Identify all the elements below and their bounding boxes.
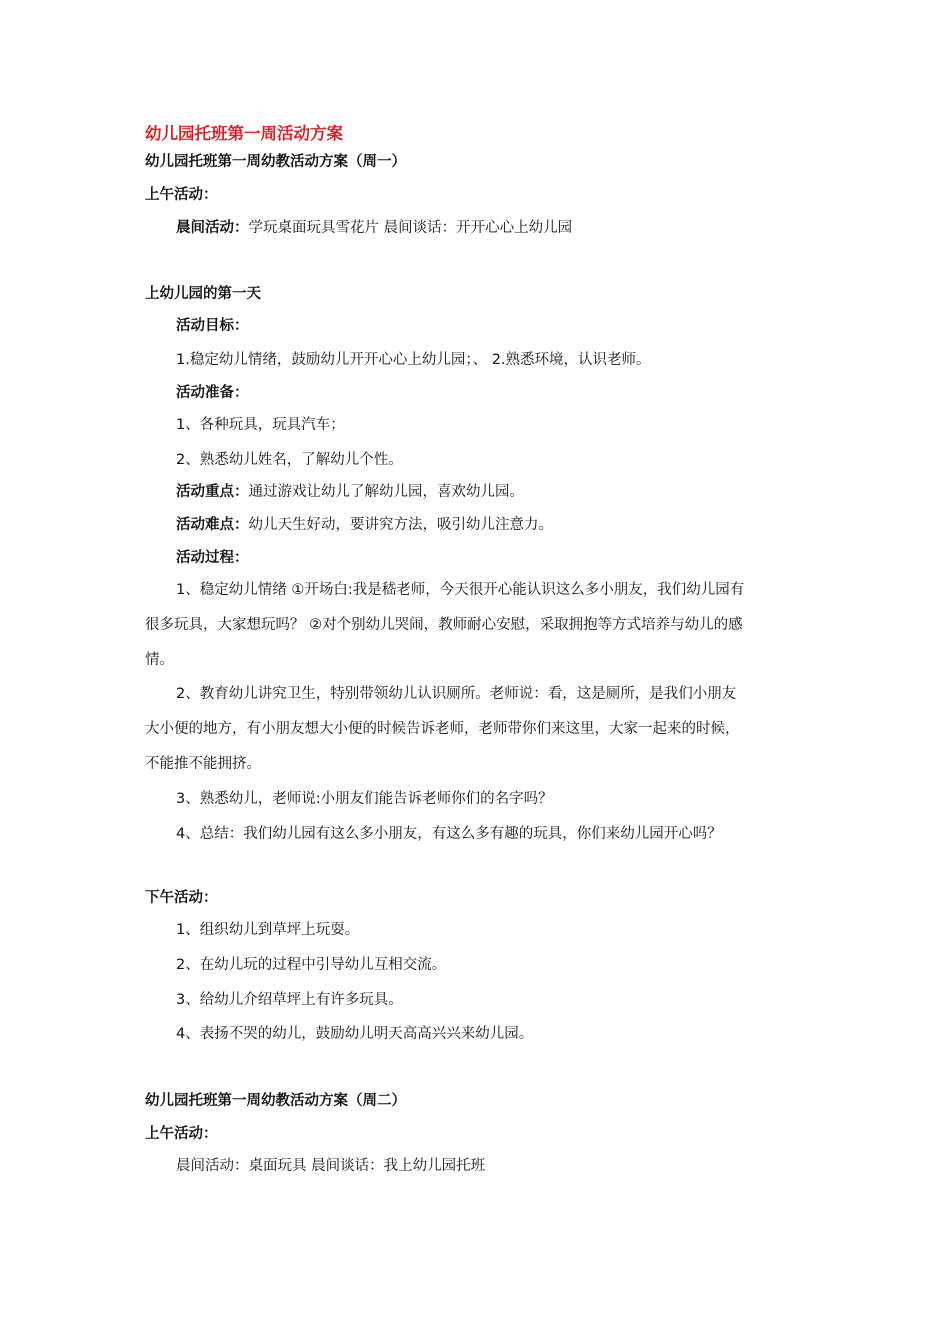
day1-heading: 幼儿园托班第一周幼教活动方案（周一） bbox=[145, 154, 406, 170]
process-1-line-3: 情。 bbox=[145, 652, 174, 668]
morning-item-label: 晨间活动： bbox=[176, 220, 249, 236]
morning-label: 上午活动： bbox=[145, 187, 218, 203]
document-title: 幼儿园托班第一周活动方案 bbox=[145, 124, 343, 143]
goal-text: 1.稳定幼儿情绪，鼓励幼儿开开心心上幼儿园；、 2.熟悉环境，认识老师。 bbox=[176, 352, 651, 368]
process-3: 3、熟悉幼儿，老师说:小朋友们能告诉老师你们的名字吗？ bbox=[176, 791, 553, 807]
day2-heading: 幼儿园托班第一周幼教活动方案（周二） bbox=[145, 1093, 406, 1109]
key-point bbox=[176, 482, 524, 502]
process-2-line-1: 2、教育幼儿讲究卫生，特别带领幼儿认识厕所。老师说：看，这是厕所，是我们小朋友 bbox=[176, 686, 737, 702]
afternoon-item-4: 4、表扬不哭的幼儿，鼓励幼儿明天高高兴兴来幼儿园。 bbox=[176, 1026, 534, 1042]
morning-item-text: 学玩桌面玩具雪花片 晨间谈话：开开心心上幼儿园 bbox=[248, 220, 573, 236]
process-4: 4、总结：我们幼儿园有这么多小朋友，有这么多有趣的玩具，你们来幼儿园开心吗？ bbox=[176, 826, 722, 842]
diff-text: 幼儿天生好动，要讲究方法，吸引幼儿注意力。 bbox=[248, 517, 553, 533]
process-1-line-2: 很多玩具，大家想玩吗？ ②对个别幼儿哭闹，教师耐心安慰，采取拥抱等方式培养与幼儿的感 bbox=[145, 617, 743, 633]
afternoon-item-2: 2、在幼儿玩的过程中引导幼儿互相交流。 bbox=[176, 957, 447, 973]
process-1-line-1: 1、稳定幼儿情绪 ①开场白:我是嵇老师，今天很开心能认识这么多小朋友，我们幼儿园有 bbox=[176, 582, 745, 598]
process-label: 活动过程： bbox=[176, 550, 249, 566]
afternoon-label: 下午活动： bbox=[145, 890, 218, 906]
key-label: 活动重点： bbox=[176, 484, 249, 500]
goal-label: 活动目标： bbox=[176, 318, 249, 334]
afternoon-item-3: 3、给幼儿介绍草坪上有许多玩具。 bbox=[176, 992, 403, 1008]
process-2-line-3: 不能推不能拥挤。 bbox=[145, 756, 261, 772]
key-text: 通过游戏让幼儿了解幼儿园，喜欢幼儿园。 bbox=[248, 484, 524, 500]
prep-label: 活动准备： bbox=[176, 385, 249, 401]
diff-label: 活动难点： bbox=[176, 517, 249, 533]
prep-item-1: 1、各种玩具，玩具汽车； bbox=[176, 417, 345, 433]
difficulty-point bbox=[176, 515, 553, 535]
process-2-line-2: 大小便的地方，有小朋友想大小便的时候告诉老师，老师带你们来这里，大家一起来的时候， bbox=[145, 721, 740, 737]
day2-morning-label: 上午活动： bbox=[145, 1126, 218, 1142]
lesson-title: 上幼儿园的第一天 bbox=[145, 286, 261, 302]
day2-morning-text: 晨间活动：桌面玩具 晨间谈话：我上幼儿园托班 bbox=[176, 1158, 486, 1174]
afternoon-item-1: 1、组织幼儿到草坪上玩耍。 bbox=[176, 922, 360, 938]
prep-item-2: 2、熟悉幼儿姓名，了解幼儿个性。 bbox=[176, 452, 403, 468]
morning-item bbox=[176, 218, 572, 238]
